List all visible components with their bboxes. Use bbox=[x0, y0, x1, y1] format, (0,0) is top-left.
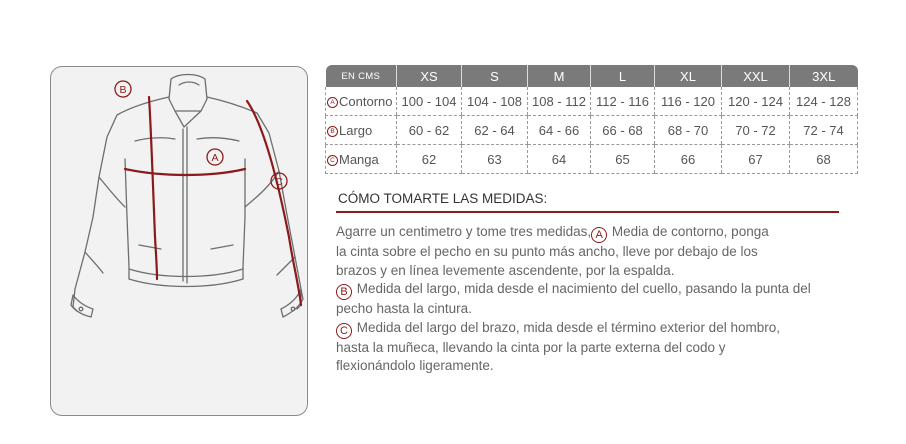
size-header: XL bbox=[655, 65, 722, 87]
table-cell: 116 - 120 bbox=[655, 87, 722, 116]
instruction-b-line-1 bbox=[336, 280, 866, 300]
table-cell: 108 - 112 bbox=[528, 87, 591, 116]
instruction-c-line-2: hasta la muñeca, llevando la cinta por la parte externa del codo y bbox=[336, 339, 726, 355]
title-divider bbox=[336, 211, 839, 213]
instruction-c-line-3: flexionándolo ligeramente. bbox=[336, 358, 494, 374]
instruction-c-line-1 bbox=[336, 319, 866, 339]
size-header: M bbox=[528, 65, 591, 87]
row-marker: C bbox=[327, 155, 338, 166]
table-cell: 67 bbox=[722, 145, 790, 174]
table-row bbox=[326, 145, 858, 174]
table-cell: 65 bbox=[591, 145, 655, 174]
table-cell: 112 - 116 bbox=[591, 87, 655, 116]
table-row bbox=[326, 116, 858, 145]
row-label-cell bbox=[326, 87, 397, 116]
table-cell: 104 - 108 bbox=[462, 87, 528, 116]
instruction-c-text: Medida del largo del brazo, mida desde el término exterior del hombro, bbox=[353, 319, 780, 335]
table-cell: 60 - 62 bbox=[397, 116, 462, 145]
table-row bbox=[326, 87, 858, 116]
size-header: XS bbox=[397, 65, 462, 87]
table-cell: 100 - 104 bbox=[397, 87, 462, 116]
row-label-cell bbox=[326, 145, 397, 174]
label-b-marker: B bbox=[119, 84, 127, 96]
table-cell: 64 bbox=[528, 145, 591, 174]
table-cell: 120 - 124 bbox=[722, 87, 790, 116]
label-c-marker: C bbox=[275, 176, 283, 188]
row-label: Contorno bbox=[339, 93, 393, 109]
table-cell: 64 - 66 bbox=[528, 116, 591, 145]
corner-header: EN CMS bbox=[326, 65, 397, 87]
table-cell: 63 bbox=[462, 145, 528, 174]
table-cell: 66 bbox=[655, 145, 722, 174]
instruction-a-text: Media de contorno, ponga bbox=[608, 224, 769, 239]
marker-a: A bbox=[591, 227, 607, 243]
size-header: 3XL bbox=[790, 65, 858, 87]
instructions-title: CÓMO TOMARTE LAS MEDIDAS: bbox=[338, 191, 548, 206]
row-label-cell bbox=[326, 116, 397, 145]
instructions-text bbox=[336, 223, 866, 376]
marker-b: B bbox=[336, 284, 352, 300]
table-cell: 62 bbox=[397, 145, 462, 174]
table-cell: 62 - 64 bbox=[462, 116, 528, 145]
instruction-b-line-2: pecho hasta la cintura. bbox=[336, 301, 472, 317]
row-label: Manga bbox=[339, 151, 379, 167]
table-cell: 68 bbox=[790, 145, 858, 174]
size-header: S bbox=[462, 65, 528, 87]
table-cell: 68 - 70 bbox=[655, 116, 722, 145]
marker-c: C bbox=[336, 323, 352, 339]
size-chart-table bbox=[325, 65, 858, 174]
row-marker: B bbox=[327, 126, 338, 137]
label-a-marker: A bbox=[211, 152, 219, 164]
instruction-a-line-3: brazos y en línea levemente ascendente, por la espalda. bbox=[336, 262, 675, 278]
instruction-a-line-2: la cinta sobre el pecho en su punto más ancho, lleve por debajo de los bbox=[336, 244, 758, 259]
row-label: Largo bbox=[339, 122, 373, 138]
table-cell: 66 - 68 bbox=[591, 116, 655, 145]
instruction-b-text: Medida del largo, mida desde el nacimiento del cuello, pasando la punta del bbox=[353, 281, 811, 297]
instructions-intro: Agarre un centimetro y tome tres medidas, bbox=[336, 224, 592, 239]
size-header: L bbox=[591, 65, 655, 87]
table-cell: 124 - 128 bbox=[790, 87, 858, 116]
size-header: XXL bbox=[722, 65, 790, 87]
jacket-diagram-panel bbox=[50, 66, 308, 416]
jacket-illustration bbox=[51, 67, 309, 417]
table-cell: 72 - 74 bbox=[790, 116, 858, 145]
size-header-row bbox=[326, 65, 858, 87]
table-cell: 70 - 72 bbox=[722, 116, 790, 145]
instruction-a-line-1 bbox=[336, 223, 866, 243]
row-marker: A bbox=[327, 97, 338, 108]
